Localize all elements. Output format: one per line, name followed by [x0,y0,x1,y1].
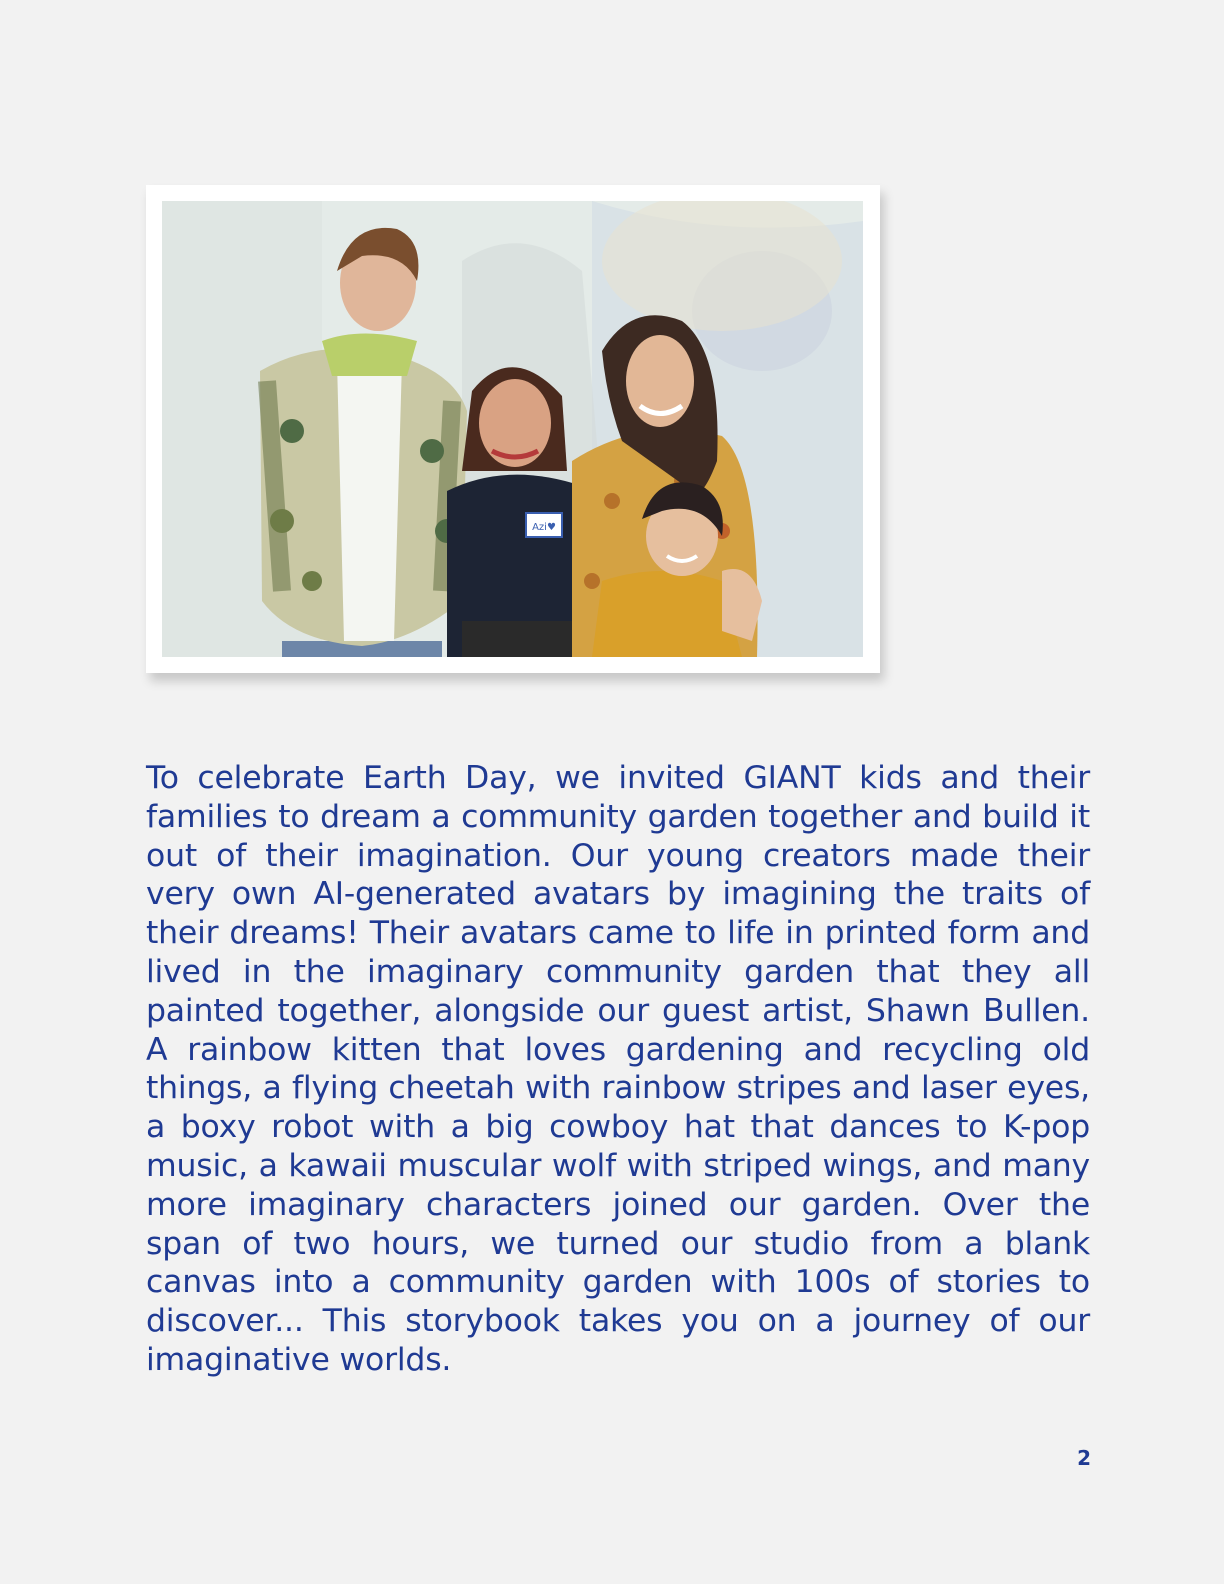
family-group-photo [162,201,863,657]
photo-illustration [162,201,863,657]
name-tag-label: Azi♥ [532,522,556,533]
photo-frame [146,185,880,673]
page-number: 2 [1077,1446,1091,1470]
body-paragraph: To celebrate Earth Day, we invited GIANT kids and their families to dream a community garden together and build it out of their imagination. Our young creators made their very own AI-generated avatars by imagining the traits of their dreams! Their avatars came to life in printed form and lived in the imaginary community garden that they all painted together, alongside our guest artist, Shawn Bullen. A rainbow kitten that loves gardening and recycling old things, a flying cheetah with rainbow stripes and laser eyes, a boxy robot with a big cowboy hat that dances to K-pop music, a kawaii muscular wolf with striped wings, and many more imaginary characters joined our garden. Over the span of two hours, we turned our studio from a blank canvas into a community garden with 100s of stories to discover... This storybook takes you on a journey of our imaginative worlds. [146,760,1090,1378]
